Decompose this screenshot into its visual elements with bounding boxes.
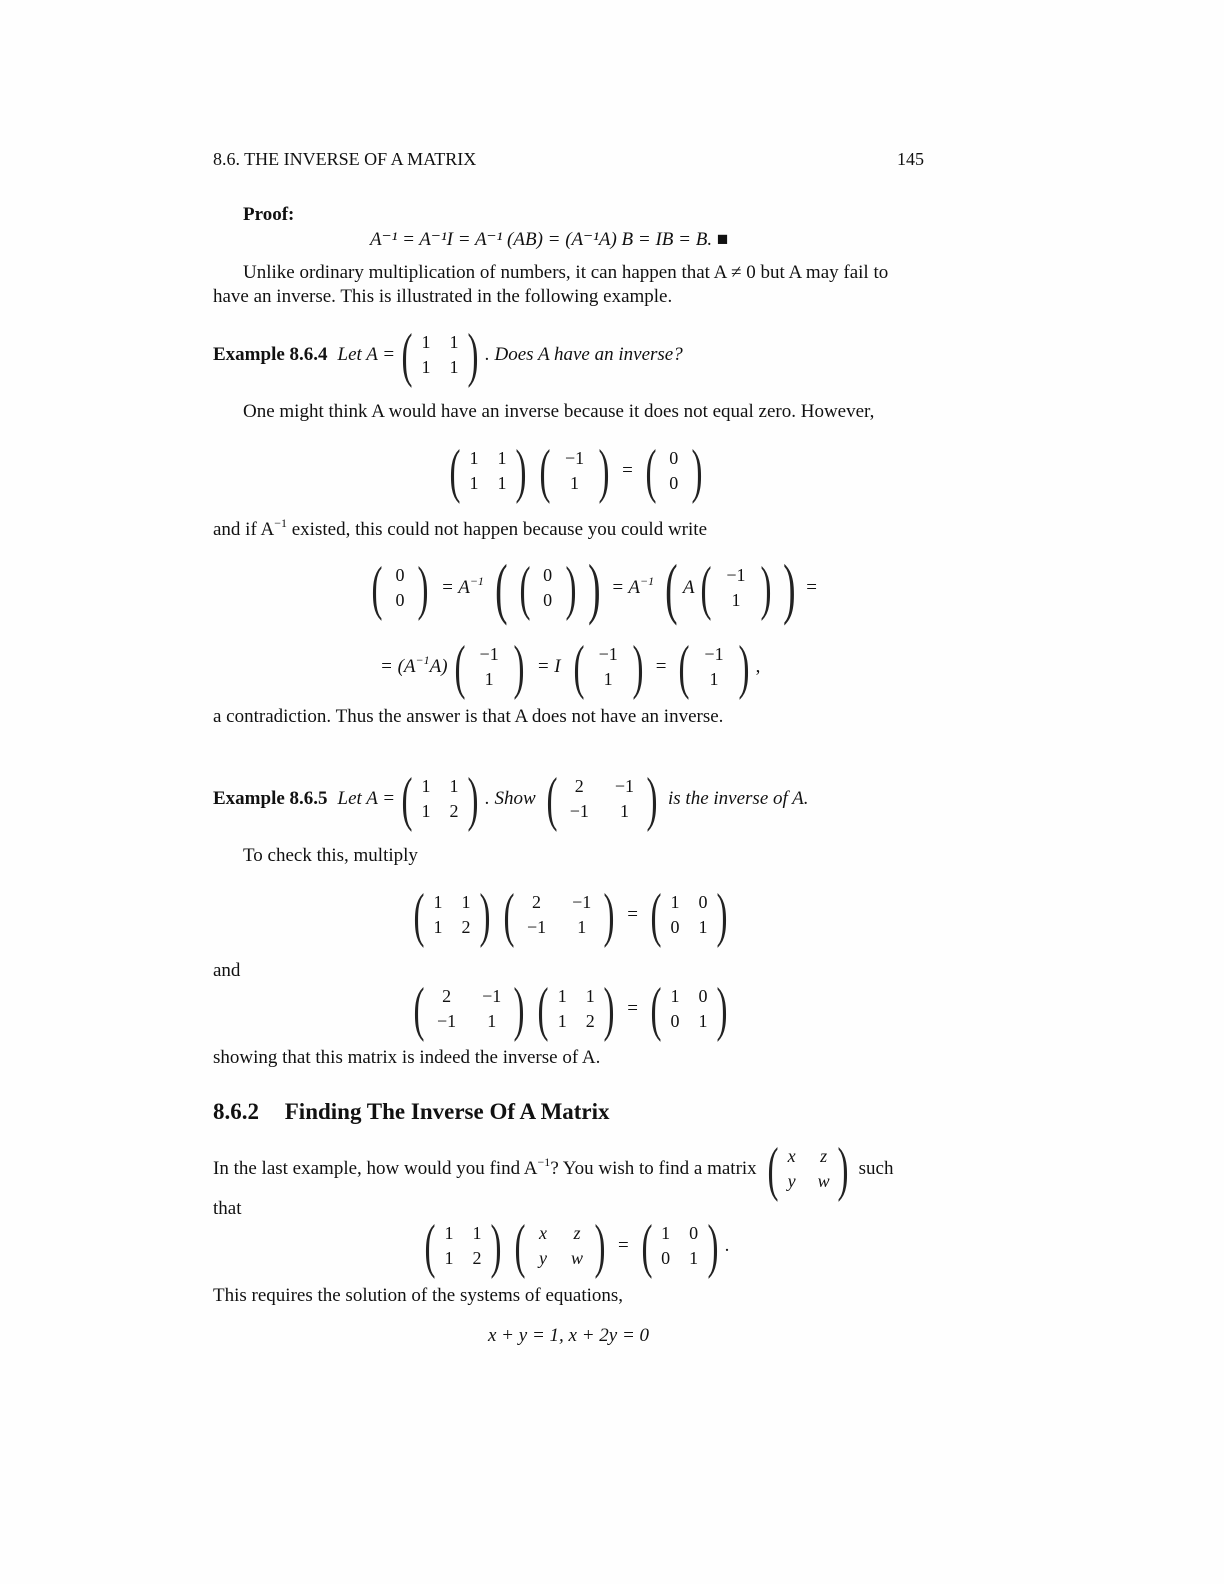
equation-check-1: ( 1 1 1 2 ) ( 2 −1 −1 1 ) = ( 1 0 0 1 ) <box>413 882 728 948</box>
paragraph: This requires the solution of the systems of equations, <box>213 1285 624 1306</box>
running-header: 8.6. THE INVERSE OF A MATRIX <box>213 149 477 169</box>
paragraph-line: that <box>213 1198 242 1219</box>
example-question: . Does A have an inverse? <box>485 344 683 365</box>
page-number: 145 <box>897 149 924 169</box>
example-label: Example 8.6.5 <box>213 788 328 809</box>
example-text: Let A = <box>337 344 396 365</box>
example-label: Example 8.6.4 <box>213 344 328 365</box>
equation-contradiction-line1: ( 0 0 ) = $A^{-1}$ ( ( 0 0 ) ) = $A^{-1}$ ( A ( −1 1 ) ) = <box>371 550 817 626</box>
section-title: Finding The Inverse Of A Matrix <box>284 1099 610 1124</box>
matrix-inverse: ( 2 −1 −1 1 ) <box>546 766 658 832</box>
paragraph: and <box>213 960 241 981</box>
equation-check-2: ( 2 −1 −1 1 ) ( 1 1 1 2 ) = ( 1 0 0 1 ) <box>413 976 728 1042</box>
matrix-a: ( 1 1 1 2 ) <box>401 766 479 832</box>
paragraph-with-matrix: In the last example, how would you find $A^{-1}$? You wish to find a matrix ( x z y w ) such <box>213 1136 894 1202</box>
vector: ( 0 0 ) <box>645 438 703 504</box>
vector: ( −1 1 ) <box>539 438 610 504</box>
matrix-a: ( 1 1 1 1 ) <box>401 322 479 388</box>
paragraph: a contradiction. Thus the answer is that A does not have an inverse. <box>213 706 724 727</box>
equation-find-inverse: ( 1 1 1 2 ) ( x z y w ) = ( 1 0 0 1 ) . <box>424 1213 730 1279</box>
equation-contradiction-line2: = $(A^{-1}A)$ ( −1 1 ) = I ( −1 1 ) = ( −1 1 ) , <box>380 634 761 700</box>
matrix: ( 1 1 1 1 ) <box>449 438 527 504</box>
equation-system: x + y = 1, x + 2y = 0 <box>488 1325 650 1346</box>
proof-label: Proof: <box>243 204 295 225</box>
section-number: 8.6.2 <box>213 1099 259 1124</box>
paragraph-line: have an inverse. This is illustrated in the following example. <box>213 286 673 307</box>
proof-equation: A⁻¹ = A⁻¹I = A⁻¹ (AB) = (A⁻¹A) B = IB = B. ■ <box>370 229 729 250</box>
paragraph-line: Unlike ordinary multiplication of numbers, it can happen that A ≠ 0 but A may fail to <box>243 262 889 283</box>
example-8-6-4 <box>213 322 683 388</box>
section-heading <box>213 1099 610 1125</box>
equation-singular-product: ( 1 1 1 1 ) ( −1 1 ) = ( 0 0 ) <box>443 438 709 504</box>
paragraph: One might think A would have an inverse because it does not equal zero. However, <box>243 401 875 422</box>
example-8-6-5: Example 8.6.5 Let A = ( 1 1 1 2 ) . Show ( 2 −1 −1 1 ) is the inverse of A. <box>213 766 809 832</box>
paragraph: and if $A^{-1}$ existed, this could not happen because you could write <box>213 516 708 540</box>
paragraph: To check this, multiply <box>243 845 418 866</box>
paragraph: showing that this matrix is indeed the inverse of A. <box>213 1047 601 1068</box>
